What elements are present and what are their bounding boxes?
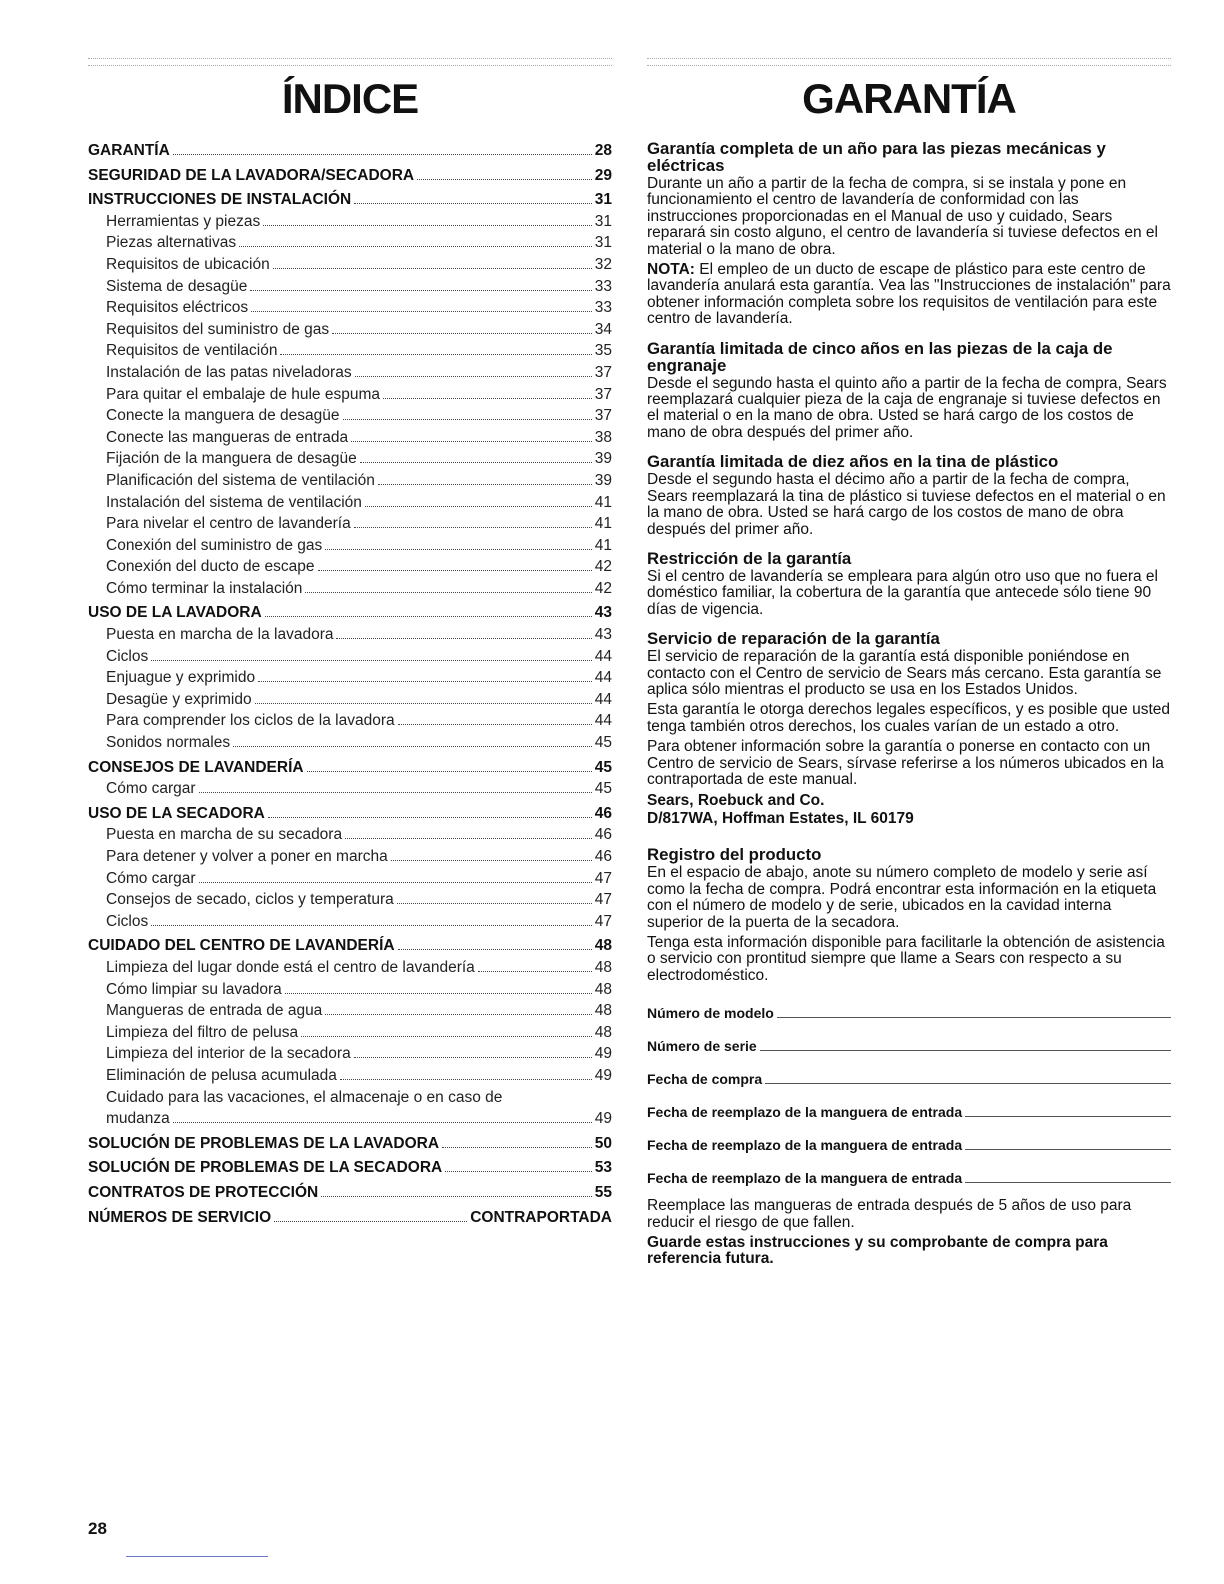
toc-entry-label: Conecte las mangueras de entrada — [106, 428, 349, 446]
toc-leader-dots — [336, 638, 591, 639]
field-line[interactable] — [965, 1116, 1171, 1117]
toc-subsection-entry — [88, 427, 612, 449]
toc-page-number: 31 — [594, 234, 612, 252]
toc-entry-label: Conecte la manguera de desagüe — [106, 407, 340, 425]
toc-leader-dots — [398, 949, 592, 950]
toc-page-number: 32 — [594, 255, 612, 273]
toc-subsection-entry — [88, 889, 612, 911]
toc-leader-dots — [343, 419, 592, 420]
toc-entry-label: Para quitar el embalaje de hule espuma — [106, 385, 381, 403]
toc-entry-label: Para nivelar el centro de lavandería — [106, 515, 351, 533]
toc-leader-dots — [417, 179, 592, 180]
hose-replacement-date-field[interactable] — [647, 1087, 1171, 1120]
section-heading: Servicio de reparación de la garantía — [647, 629, 940, 649]
toc-entry-label: mudanza — [106, 1110, 170, 1128]
toc-entry-label: NÚMEROS DE SERVICIO — [88, 1208, 272, 1226]
toc-entry-label: Puesta en marcha de su secadora — [106, 826, 343, 844]
field-label: Número de modelo — [647, 1005, 774, 1022]
toc-leader-dots — [383, 398, 592, 399]
toc-leader-dots — [354, 527, 592, 528]
toc-subsection-entry — [88, 578, 612, 600]
toc-page-number: 47 — [594, 869, 612, 887]
toc-page-number: 39 — [594, 450, 612, 468]
toc-entry-label: USO DE LA SECADORA — [88, 804, 265, 822]
toc-entry-label: CONTRATOS DE PROTECCIÓN — [88, 1183, 319, 1201]
toc-section-entry — [88, 140, 612, 162]
toc-page-number: 48 — [594, 1023, 612, 1041]
toc-entry-label: Cómo terminar la instalación — [106, 579, 303, 597]
toc-page-number: 29 — [594, 166, 612, 184]
toc-leader-dots — [325, 549, 591, 550]
toc-leader-dots — [263, 225, 592, 226]
toc-leader-dots — [442, 1147, 592, 1148]
toc-entry-label: Requisitos de ubicación — [106, 255, 270, 273]
toc-entry-label: Eliminación de pelusa acumulada — [106, 1066, 337, 1084]
purchase-date-field[interactable] — [647, 1054, 1171, 1087]
toc-leader-dots — [305, 592, 591, 593]
toc-leader-dots — [151, 925, 592, 926]
toc-leader-dots — [478, 971, 592, 972]
warranty-column — [647, 58, 1171, 1272]
toc-entry-label: SOLUCIÓN DE PROBLEMAS DE LA LAVADORA — [88, 1134, 440, 1152]
toc-entry-label: Cómo cargar — [106, 869, 196, 887]
toc-leader-dots — [285, 993, 592, 994]
page-number: 28 — [88, 1519, 107, 1538]
hose-replacement-date-field[interactable] — [647, 1120, 1171, 1153]
toc-leader-dots — [325, 1014, 591, 1015]
toc-subsection-entry — [88, 340, 612, 362]
toc-entry-label: INSTRUCCIONES DE INSTALACIÓN — [88, 191, 352, 209]
toc-entry-label: Fijación de la manguera de desagüe — [106, 450, 357, 468]
toc-leader-dots — [151, 660, 592, 661]
toc-page-number: 47 — [594, 891, 612, 909]
toc-leader-dots — [318, 570, 592, 571]
toc-leader-dots — [199, 882, 592, 883]
toc-entry-label: Desagüe y exprimido — [106, 690, 252, 708]
index-column — [88, 58, 612, 1228]
toc-leader-dots — [307, 771, 592, 772]
toc-subsection-entry — [88, 778, 612, 800]
toc-subsection-entry — [88, 535, 612, 557]
section-text: Durante un año a partir de la fecha de compra, si se instala y pone en funcionamiento el centro de lavandería de conformidad con las instrucciones proporcionadas en el Manual de uso y cuidado, Sears reparará sin costo alguno, el centro de lavandería si tuviese defectos en el material o la mano de obra. — [647, 175, 1158, 258]
toc-page-number: 55 — [594, 1183, 612, 1201]
toc-page-number: 46 — [594, 826, 612, 844]
toc-entry-label: Instalación de las patas niveladoras — [106, 363, 352, 381]
toc-section-entry — [88, 803, 612, 825]
toc-page-number: 31 — [594, 212, 612, 230]
toc-page-number: 41 — [594, 493, 612, 511]
toc-leader-dots — [268, 817, 592, 818]
field-label: Fecha de reemplazo de la manguera de entrada — [647, 1170, 963, 1187]
toc-leader-dots — [301, 1036, 592, 1037]
field-line[interactable] — [760, 1050, 1171, 1051]
toc-subsection-entry — [88, 689, 612, 711]
toc-subsection-entry — [88, 1065, 612, 1087]
toc-subsection-entry — [88, 846, 612, 868]
section-heading: Garantía limitada de cinco años en las piezas de la caja de engranaje — [647, 338, 1113, 375]
closing-bold-text: Guarde estas instrucciones y su comprobante de compra para referencia futura. — [647, 1234, 1108, 1268]
toc-section-entry — [88, 935, 612, 957]
toc-entry-label: Enjuague y exprimido — [106, 669, 256, 687]
toc-page-number: 35 — [594, 342, 612, 360]
toc-entry-label: Para detener y volver a poner en marcha — [106, 848, 388, 865]
toc-leader-dots — [354, 1057, 592, 1058]
toc-page-number: 39 — [594, 471, 612, 489]
toc-page-number: 34 — [594, 320, 612, 338]
toc-leader-dots — [332, 333, 592, 334]
toc-entry-label: Ciclos — [106, 647, 149, 665]
toc-entry-label: Sonidos normales — [106, 734, 231, 752]
toc-page-number: 37 — [594, 407, 612, 425]
toc-leader-dots — [345, 838, 592, 839]
toc-page-number: 45 — [594, 758, 612, 776]
toc-leader-dots — [199, 792, 592, 793]
toc-page-number: 47 — [594, 912, 612, 930]
toc-leader-dots — [355, 376, 592, 377]
toc-page-number: 44 — [594, 712, 612, 730]
toc-leader-dots — [250, 290, 591, 291]
address-line: Sears, Roebuck and Co. — [647, 792, 825, 810]
toc-entry-label-line: Cuidado para las vacaciones, el almacenaje o en caso de — [106, 1088, 503, 1106]
toc-leader-dots — [239, 246, 592, 247]
toc-section-entry — [88, 757, 612, 779]
toc-leader-dots — [173, 154, 592, 155]
toc-leader-dots — [397, 903, 592, 904]
toc-leader-dots — [391, 860, 592, 861]
toc-subsection-entry — [88, 492, 612, 514]
toc-page-number: 46 — [594, 848, 612, 865]
toc-leader-dots — [378, 484, 592, 485]
field-line[interactable] — [777, 1017, 1171, 1018]
toc-subsection-entry — [88, 957, 612, 979]
toc-leader-dots — [173, 1122, 592, 1123]
toc-entry-label: Herramientas y piezas — [106, 212, 261, 230]
toc-entry-label: Ciclos — [106, 912, 149, 930]
section-heading: Garantía completa de un año para las piezas mecánicas y eléctricas — [647, 139, 1106, 175]
toc-entry-label: Requisitos eléctricos — [106, 299, 249, 317]
toc-entry-label: Conexión del suministro de gas — [106, 536, 323, 554]
section-text: Esta garantía le otorga derechos legales específicos, y es posible que usted tenga también otros derechos, los cuales varían de un estado a otro. — [647, 701, 1171, 735]
section-text: Desde el segundo hasta el quinto año a partir de la fecha de compra, Sears reemplazará cualquier pieza de la caja de engranaje si tuviese defectos en el material o en la mano de obra. Usted se hará cargo de los costos de mano de obra después del primer año. — [647, 374, 1167, 441]
toc-entry-label: Mangueras de entrada de agua — [106, 1002, 323, 1020]
top-rule — [647, 58, 1171, 66]
toc-page-number: 45 — [594, 780, 612, 798]
toc-subsection-entry — [88, 1000, 612, 1022]
toc-subsection-entry — [88, 979, 612, 1001]
toc-section-entry — [88, 1182, 612, 1204]
toc-entry-label: Para comprender los ciclos de la lavadora — [106, 712, 395, 730]
toc-subsection-entry — [88, 254, 612, 276]
toc-subsection-entry — [88, 667, 612, 689]
serial-number-field[interactable] — [647, 1021, 1171, 1054]
toc-page-number: 38 — [594, 428, 612, 446]
toc-entry-label: Piezas alternativas — [106, 234, 237, 252]
toc-subsection-entry — [88, 646, 612, 668]
toc-page-number: 44 — [594, 690, 612, 708]
toc-subsection-entry — [88, 1043, 612, 1065]
model-number-field[interactable] — [647, 988, 1171, 1021]
toc-subsection-entry — [88, 211, 612, 233]
toc-subsection-entry — [88, 362, 612, 384]
toc-section-entry — [88, 1157, 612, 1179]
section-text: Tenga esta información disponible para facilitarle la obtención de asistencia o servicio con prontitud siempre que llame a Sears con respecto a su electrodoméstico. — [647, 934, 1165, 984]
toc-section-entry — [88, 1133, 612, 1155]
toc-page-number: 44 — [594, 647, 612, 665]
toc-subsection-entry — [88, 710, 612, 732]
toc-leader-dots — [351, 441, 592, 442]
toc-page-number: 49 — [594, 1110, 612, 1128]
field-label: Fecha de reemplazo de la manguera de entrada — [647, 1104, 963, 1121]
toc-page-number: 42 — [594, 579, 612, 597]
toc-subsection-entry — [88, 732, 612, 754]
toc-page-number: 46 — [594, 804, 612, 822]
toc-page-number: 48 — [594, 980, 612, 998]
section-heading: Registro del producto — [647, 845, 822, 865]
index-title: ÍNDICE — [281, 75, 419, 122]
toc-entry-label: Limpieza del filtro de pelusa — [106, 1023, 299, 1041]
toc-page-number: 33 — [594, 277, 612, 295]
toc-entry-label: GARANTÍA — [88, 142, 170, 159]
section-text: Si el centro de lavandería se empleara para algún otro uso que no fuera el doméstico familiar, la cobertura de la garantía que antecede sólo tiene 90 días de vigencia. — [647, 567, 1158, 618]
toc-subsection-entry — [88, 513, 612, 535]
field-line[interactable] — [765, 1083, 1171, 1084]
field-label: Número de serie — [647, 1038, 757, 1055]
toc-entry-label: Limpieza del lugar donde está el centro de lavandería — [106, 958, 475, 976]
toc-subsection-entry — [88, 448, 612, 470]
note-text: El empleo de un ducto de escape de plástico para este centro de lavandería anulará esta garantía. Vea las "Instrucciones de instalación" para obtener información completa sobre los requisitos de ventilación para este centro de lavandería. — [647, 261, 1171, 328]
toc-leader-dots — [354, 203, 592, 204]
toc-leader-dots — [233, 746, 592, 747]
toc-page-number: 44 — [594, 669, 612, 687]
toc-page-number: 43 — [594, 626, 612, 644]
toc-entry-label: Cómo limpiar su lavadora — [106, 980, 282, 998]
toc-entry-label: SEGURIDAD DE LA LAVADORA/SECADORA — [88, 166, 415, 184]
section-text: Desde el segundo hasta el décimo año a partir de la fecha de compra, Sears reemplazará la tina de plástico si tuviese defectos en el material o en la mano de obra. Usted se hará cargo de los costos de mano de obra después del primer año. — [647, 471, 1166, 538]
toc-entry-label: Sistema de desagüe — [106, 277, 248, 295]
toc-entry-label: Instalación del sistema de ventilación — [106, 493, 362, 511]
section-text: Para obtener información sobre la garantía o ponerse en contacto con un Centro de servicio de Sears, sírvase referirse a los números ubicados en la contraportada de este manual. — [647, 738, 1164, 788]
warranty-title: GARANTÍA — [802, 75, 1016, 122]
toc-leader-dots — [365, 506, 592, 507]
toc-subsection-entry — [88, 556, 612, 578]
toc-entry-label: Conexión del ducto de escape — [106, 558, 315, 576]
toc-entry-label: Limpieza del interior de la secadora — [106, 1045, 351, 1063]
section-text: El servicio de reparación de la garantía está disponible poniéndose en contacto con el Centro de servicio de Sears más cercano. Esta garantía se aplica sólo mientras el producto se usa en los Estados Unidos. — [647, 648, 1162, 698]
toc-subsection-entry — [88, 232, 612, 254]
toc-page-number: 49 — [594, 1045, 612, 1063]
toc-entry-label: Puesta en marcha de la lavadora — [106, 626, 334, 644]
toc-leader-dots — [398, 724, 592, 725]
toc-page-number: 28 — [594, 142, 612, 159]
toc-page-number: 48 — [594, 1002, 612, 1020]
field-label: Fecha de compra — [647, 1071, 763, 1088]
toc-entry-label: USO DE LA LAVADORA — [88, 604, 262, 622]
toc-leader-dots — [258, 681, 592, 682]
toc-entry-label: Cómo cargar — [106, 780, 196, 798]
address-line: D/817WA, Hoffman Estates, IL 60179 — [647, 810, 914, 828]
toc-leader-dots — [273, 268, 592, 269]
toc-section-entry — [88, 1207, 612, 1229]
toc-entry-label: Requisitos de ventilación — [106, 342, 278, 360]
toc-entry-label: Planificación del sistema de ventilación — [106, 471, 375, 489]
toc-leader-dots — [360, 462, 592, 463]
registration-fields — [647, 988, 1171, 1186]
toc-page-number: 37 — [594, 385, 612, 403]
toc-page-number: 41 — [594, 536, 612, 554]
toc-subsection-entry — [88, 470, 612, 492]
toc-page-number: 53 — [594, 1159, 612, 1177]
toc-leader-dots — [445, 1171, 592, 1172]
toc-subsection-entry — [88, 868, 612, 890]
toc-section-entry — [88, 165, 612, 187]
toc-page-number: 37 — [594, 363, 612, 381]
toc-page-number: 50 — [594, 1134, 612, 1152]
note-label: NOTA: — [647, 261, 695, 279]
toc-page-number: 33 — [594, 299, 612, 317]
toc-subsection-entry — [88, 319, 612, 341]
top-rule — [88, 58, 612, 66]
toc-subsection-entry — [88, 1022, 612, 1044]
toc-subsection-entry — [88, 1108, 612, 1130]
toc-leader-dots — [251, 311, 592, 312]
toc-page-number: 31 — [594, 191, 612, 209]
toc-subsection-entry — [88, 911, 612, 933]
field-label: Fecha de reemplazo de la manguera de entrada — [647, 1137, 963, 1154]
table-of-contents — [88, 140, 612, 1228]
toc-subsection-entry — [88, 824, 612, 846]
closing-text: Reemplace las mangueras de entrada después de 5 años de uso para reducir el riesgo de que fallen. — [647, 1197, 1132, 1231]
section-text: En el espacio de abajo, anote su número completo de modelo y serie así como la fecha de compra. Podrá encontrar esta información en la etiqueta con el número de modelo y de serie, ubicados en la cavidad interna superior de la puerta de la secadora. — [647, 864, 1157, 931]
toc-subsection-entry — [88, 624, 612, 646]
toc-entry-label: CUIDADO DEL CENTRO DE LAVANDERÍA — [88, 937, 395, 955]
toc-page-number: 45 — [594, 734, 612, 752]
toc-leader-dots — [274, 1221, 467, 1222]
toc-leader-dots — [265, 616, 592, 617]
toc-section-entry — [88, 189, 612, 211]
toc-leader-dots — [255, 703, 592, 704]
toc-subsection-entry — [88, 297, 612, 319]
field-line[interactable] — [965, 1149, 1171, 1150]
section-heading: Garantía limitada de diez años en la tina de plástico — [647, 452, 1059, 472]
note-paragraph — [647, 262, 1171, 328]
toc-subsection-entry — [88, 384, 612, 406]
toc-subsection-entry — [88, 276, 612, 298]
hose-replacement-date-field[interactable] — [647, 1153, 1171, 1186]
section-heading: Restricción de la garantía — [647, 548, 852, 568]
footer-line — [126, 1556, 268, 1557]
toc-page-number: 48 — [594, 937, 612, 955]
toc-leader-dots — [280, 354, 591, 355]
toc-page-number: 41 — [594, 515, 612, 533]
toc-page-number: 42 — [594, 558, 612, 576]
toc-leader-dots — [340, 1079, 592, 1080]
toc-subsection-entry — [88, 405, 612, 427]
toc-section-entry — [88, 602, 612, 624]
toc-entry-label: CONSEJOS DE LAVANDERÍA — [88, 758, 304, 776]
toc-entry-label: Requisitos del suministro de gas — [106, 320, 330, 338]
toc-entry-label: Consejos de secado, ciclos y temperatura — [106, 891, 394, 909]
toc-leader-dots — [321, 1196, 592, 1197]
toc-page-number: CONTRAPORTADA — [470, 1208, 612, 1226]
field-line[interactable] — [965, 1182, 1171, 1183]
toc-entry-label: SOLUCIÓN DE PROBLEMAS DE LA SECADORA — [88, 1159, 443, 1177]
toc-page-number: 43 — [594, 604, 612, 622]
toc-page-number: 49 — [594, 1066, 612, 1084]
toc-page-number: 48 — [594, 958, 612, 976]
